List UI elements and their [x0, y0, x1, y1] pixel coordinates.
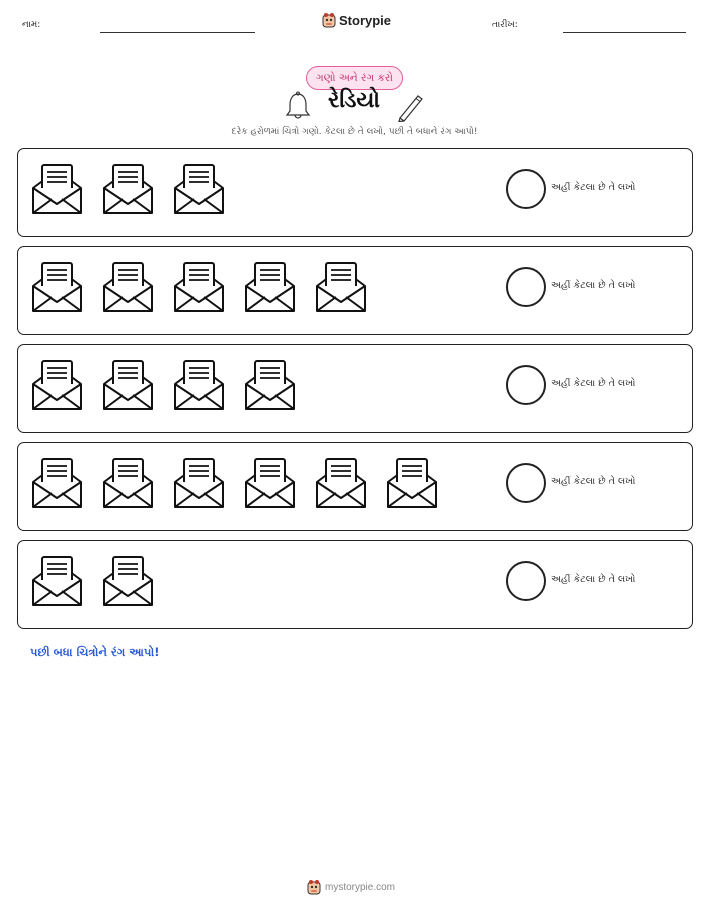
envelope-letter-icon — [243, 260, 297, 314]
envelope-letter-icon — [314, 260, 368, 314]
storypie-mascot-icon — [322, 12, 336, 28]
answer-label: અહીં કેટલા છે તે લખો — [551, 476, 636, 487]
envelope-letter-icon — [30, 554, 84, 608]
name-line[interactable] — [100, 32, 255, 33]
name-label: નામ: — [22, 20, 41, 30]
answer-circle[interactable] — [506, 463, 546, 503]
answer-label: અહીં કેટલા છે તે લખો — [551, 378, 636, 389]
answer-circle[interactable] — [506, 561, 546, 601]
counting-row — [17, 148, 693, 237]
footer-brand — [307, 879, 395, 895]
instructions: દરેક હરોળમાં ચિત્રો ગણો. કેટલા છે તે લખો, પછી તે બધાને રંગ આપો! — [231, 127, 478, 137]
envelope-letter-icon — [101, 456, 155, 510]
envelope-letter-icon — [101, 554, 155, 608]
envelope-letter-icon — [30, 456, 84, 510]
answer-circle[interactable] — [506, 267, 546, 307]
envelope-letter-icon — [172, 456, 226, 510]
envelope-letter-icon — [30, 260, 84, 314]
page-title: રેડિયો — [328, 88, 380, 113]
activity-tag: ગણો અને રંગ કરો — [306, 66, 403, 90]
date-label: તારીખ: — [492, 20, 518, 30]
brand-name: Storypie — [339, 12, 392, 28]
envelope-letter-icon — [101, 162, 155, 216]
envelope-letter-icon — [30, 162, 84, 216]
footer-url: mystorypie.com — [325, 881, 396, 893]
bell-icon — [284, 91, 312, 121]
envelope-letter-icon — [385, 456, 439, 510]
envelope-letter-icon — [101, 260, 155, 314]
envelope-letter-icon — [243, 456, 297, 510]
footer-note: પછી બધા ચિત્રોને રંગ આપો! — [30, 645, 160, 659]
brand-logo — [322, 12, 391, 28]
envelope-letter-icon — [101, 358, 155, 412]
counting-row — [17, 246, 693, 335]
counting-row — [17, 540, 693, 629]
envelope-letter-icon — [172, 162, 226, 216]
storypie-mascot-icon — [307, 879, 321, 895]
answer-circle[interactable] — [506, 365, 546, 405]
envelope-letter-icon — [243, 358, 297, 412]
counting-row — [17, 344, 693, 433]
title-row — [0, 88, 709, 122]
date-line[interactable] — [563, 32, 686, 33]
envelope-letter-icon — [314, 456, 368, 510]
counting-row — [17, 442, 693, 531]
answer-label: અહીં કેટલા છે તે લખો — [551, 280, 636, 291]
answer-label: અહીં કેટલા છે તે લખો — [551, 574, 636, 585]
envelope-letter-icon — [30, 358, 84, 412]
envelope-letter-icon — [172, 260, 226, 314]
envelope-letter-icon — [172, 358, 226, 412]
answer-label: અહીં કેટલા છે તે લખો — [551, 182, 636, 193]
pencil-icon — [396, 90, 426, 122]
answer-circle[interactable] — [506, 169, 546, 209]
